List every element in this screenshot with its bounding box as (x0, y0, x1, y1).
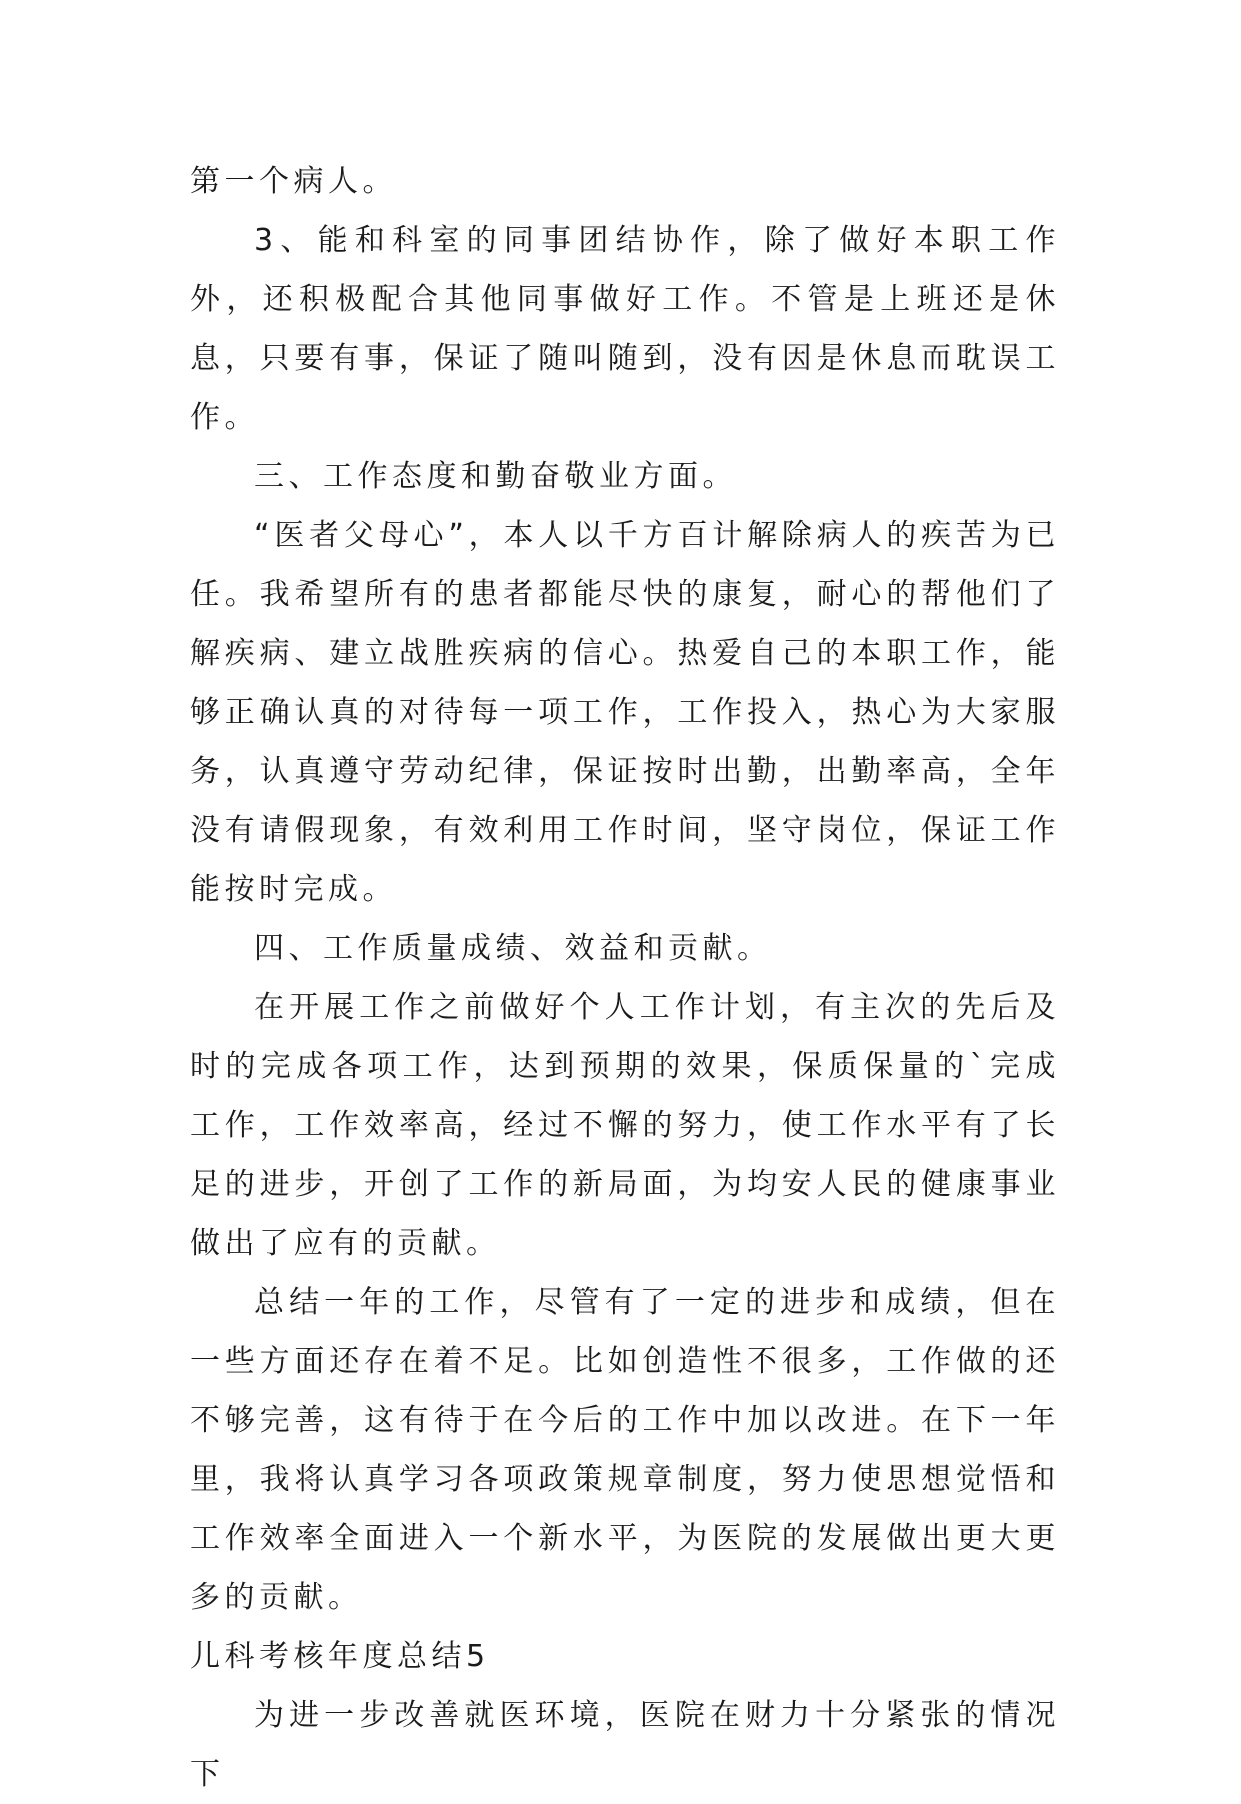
paragraph-4: “医者父母心”，本人以千方百计解除病人的疾苦为已任。我希望所有的患者都能尽快的康复，耐心的帮他们了解疾病、建立战胜疾病的信心。热爱自己的本职工作，能够正确认真的对待每一项工作，工作投入，热心为大家服务，认真遵守劳动纪律，保证按时出勤，出勤率高，全年没有请假现象，有效利用工作时间，坚守岗位，保证工作能按时完成。 (190, 518, 1060, 907)
section-heading-4: 四、工作质量成绩、效益和贡献。 (254, 931, 772, 966)
paragraph-2: 3、能和科室的同事团结协作，除了做好本职工作外，还积极配合其他同事做好工作。不管是上班还是休息，只要有事，保证了随叫随到，没有因是休息而耽误工作。 (190, 223, 1060, 435)
document-title: 儿科考核年度总结5 (190, 1639, 490, 1674)
paragraph-7: 总结一年的工作，尽管有了一定的进步和成绩，但在一些方面还存在着不足。比如创造性不很多，工作做的还不够完善，这有待于在今后的工作中加以改进。在下一年里，我将认真学习各项政策规章制度，努力使思想觉悟和工作效率全面进入一个新水平，为医院的发展做出更大更多的贡献。 (190, 1285, 1060, 1615)
section-heading-3: 三、工作态度和勤奋敬业方面。 (254, 459, 737, 494)
paragraph-1: 第一个病人。 (190, 164, 397, 199)
document-page (190, 152, 1060, 1804)
paragraph-6: 在开展工作之前做好个人工作计划，有主次的先后及时的完成各项工作，达到预期的效果，保质保量的`完成工作，工作效率高，经过不懈的努力，使工作水平有了长足的进步，开创了工作的新局面，为均安人民的健康事业做出了应有的贡献。 (190, 990, 1060, 1261)
paragraph-9: 为进一步改善就医环境，医院在财力十分紧张的情况下 (190, 1698, 1060, 1792)
